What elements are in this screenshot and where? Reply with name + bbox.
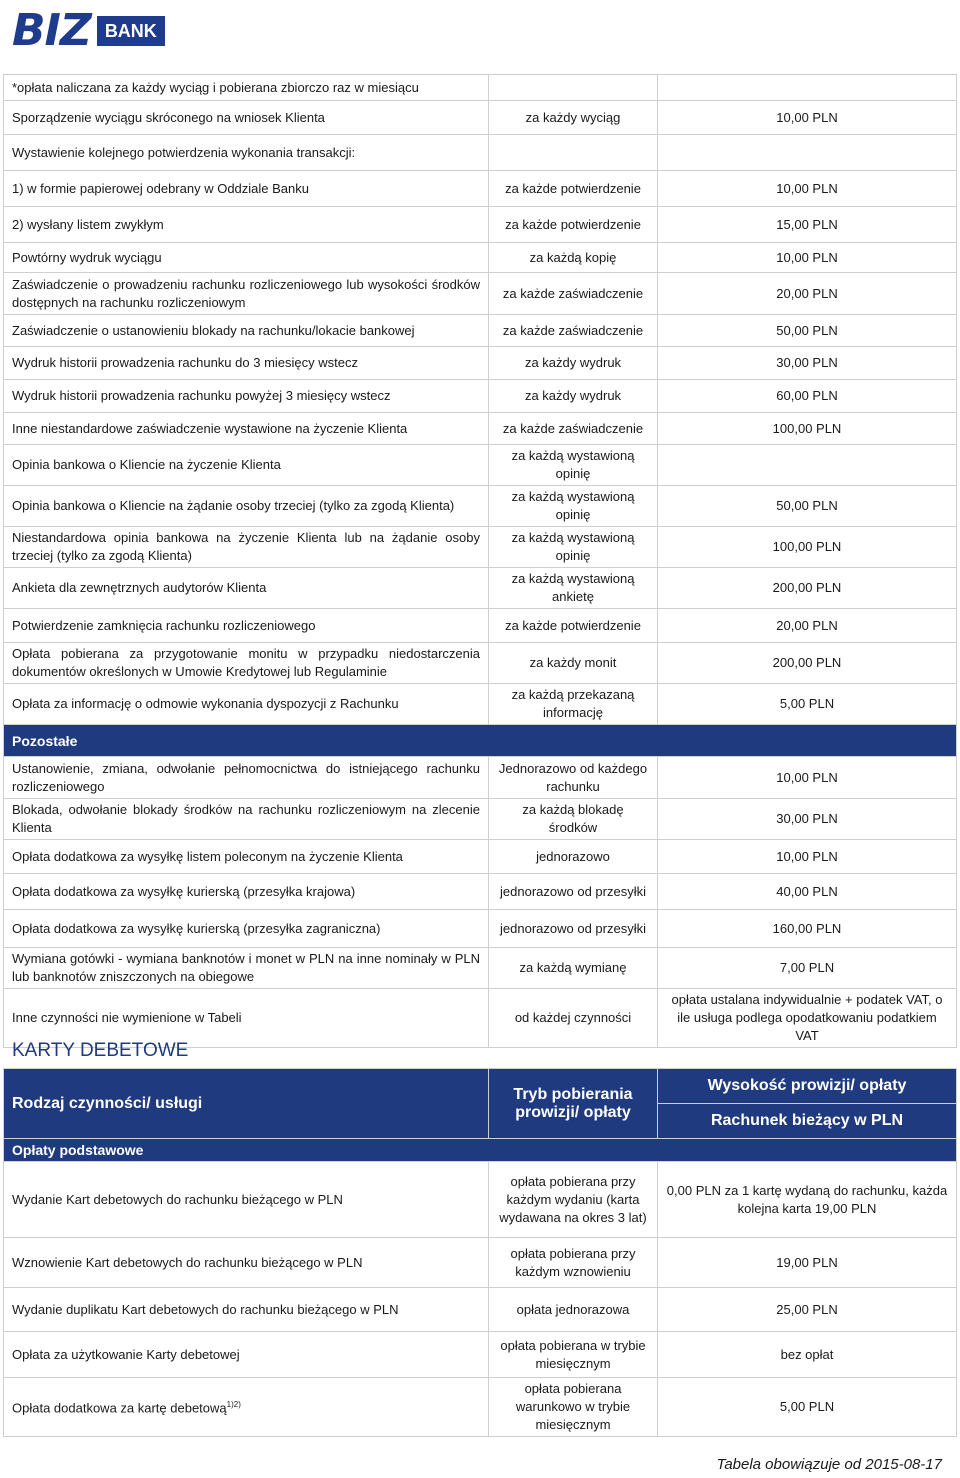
fee-amount: 7,00 PLN: [658, 948, 957, 989]
service-name: Wystawienie kolejnego potwierdzenia wykonania transakcji:: [4, 135, 489, 171]
charge-mode: opłata pobierana warunkowo w trybie miesięcznym: [489, 1378, 658, 1437]
service-name: Sporządzenie wyciągu skróconego na wniosek Klienta: [4, 101, 489, 135]
fee-amount: 0,00 PLN za 1 kartę wydaną do rachunku, każda kolejna karta 19,00 PLN: [658, 1162, 957, 1238]
fee-amount: 100,00 PLN: [658, 413, 957, 445]
charge-mode: za każdą przekazaną informację: [489, 684, 658, 725]
group-label: Opłaty podstawowe: [4, 1139, 957, 1162]
service-name: [4, 1332, 489, 1378]
service-name: Ustanowienie, zmiana, odwołanie pełnomocnictwa do istniejącego rachunku rozliczeniowego: [4, 757, 489, 799]
cards-group-row: [4, 1139, 957, 1162]
fee-amount: 30,00 PLN: [658, 799, 957, 840]
charge-mode: za każdą wystawioną opinię: [489, 486, 658, 527]
service-name: Opłata za informację o odmowie wykonania dyspozycji z Rachunku: [4, 684, 489, 725]
section-title-cards: KARTY DEBETOWE: [12, 1040, 189, 1061]
table-row: [4, 684, 957, 725]
service-name-text: Opłata dodatkowa za kartę debetową: [12, 1400, 227, 1416]
table-row: [4, 840, 957, 874]
charge-mode: opłata jednorazowa: [489, 1288, 658, 1332]
table-row: [4, 989, 957, 1048]
fee-amount: 200,00 PLN: [658, 643, 957, 684]
service-name: [4, 1238, 489, 1288]
table-row: [4, 445, 957, 486]
fee-amount: 60,00 PLN: [658, 380, 957, 413]
service-name: Blokada, odwołanie blokady środków na rachunku rozliczeniowym na zlecenie Klienta: [4, 799, 489, 840]
service-name: Opłata dodatkowa za wysyłkę kurierską (przesyłka zagraniczna): [4, 910, 489, 948]
service-name: Wydruk historii prowadzenia rachunku powyżej 3 miesięcy wstecz: [4, 380, 489, 413]
fee-amount: [658, 445, 957, 486]
service-name: [4, 1288, 489, 1332]
cards-table: [3, 1068, 957, 1437]
logo-wordmark: BIZ: [12, 5, 91, 56]
footnote-ref: 1)2): [226, 1400, 241, 1410]
fee-amount: 10,00 PLN: [658, 101, 957, 135]
table-row: [4, 643, 957, 684]
table-row: [4, 273, 957, 315]
fee-amount: 5,00 PLN: [658, 684, 957, 725]
service-name: Inne czynności nie wymienione w Tabeli: [4, 989, 489, 1048]
service-name: [4, 1378, 489, 1437]
charge-mode: jednorazowo od przesyłki: [489, 910, 658, 948]
service-name: Niestandardowa opinia bankowa na życzenie Klienta lub na żądanie osoby trzeciej (tylko za zgodą Klienta): [4, 527, 489, 568]
fee-amount: opłata ustalana indywidualnie + podatek VAT, o ile usługa podlega opodatkowaniu podatkiem VAT: [658, 989, 957, 1048]
section-header-label: Pozostałe: [4, 725, 957, 757]
service-name-text: Opłata za użytkowanie Karty debetowej: [12, 1346, 240, 1362]
fee-amount: 10,00 PLN: [658, 840, 957, 874]
table-row: [4, 243, 957, 273]
charge-mode: od każdej czynności: [489, 989, 658, 1048]
charge-mode: za każdą kopię: [489, 243, 658, 273]
charge-mode: za każde zaświadczenie: [489, 273, 658, 315]
table-row: [4, 1238, 957, 1288]
charge-mode: za każde potwierdzenie: [489, 171, 658, 207]
charge-mode: za każdą blokadę środków: [489, 799, 658, 840]
table-row: [4, 1378, 957, 1437]
service-name: 2) wysłany listem zwykłym: [4, 207, 489, 243]
charge-mode: za każdy wydruk: [489, 380, 658, 413]
service-name: Zaświadczenie o ustanowieniu blokady na rachunku/lokacie bankowej: [4, 315, 489, 347]
charge-mode: za każdy wyciąg: [489, 101, 658, 135]
charge-mode: za każde potwierdzenie: [489, 207, 658, 243]
fee-amount: 20,00 PLN: [658, 273, 957, 315]
fee-amount: 30,00 PLN: [658, 347, 957, 380]
table-row: [4, 948, 957, 989]
table-row: [4, 413, 957, 445]
table-row: [4, 568, 957, 609]
charge-mode: [489, 135, 658, 171]
charge-mode: za każde zaświadczenie: [489, 315, 658, 347]
fee-amount: 10,00 PLN: [658, 243, 957, 273]
col-header-service: Rodzaj czynności/ usługi: [4, 1069, 489, 1139]
service-name: Opłata dodatkowa za wysyłkę listem poleconym na życzenie Klienta: [4, 840, 489, 874]
charge-mode: za każde zaświadczenie: [489, 413, 658, 445]
cards-header-row: [4, 1069, 957, 1104]
table-row: [4, 380, 957, 413]
service-name: Wymiana gotówki - wymiana banknotów i monet w PLN na inne nominały w PLN lub banknotów zniszczonych na obiegowe: [4, 948, 489, 989]
fee-amount: 19,00 PLN: [658, 1238, 957, 1288]
fee-amount: 40,00 PLN: [658, 874, 957, 910]
logo-badge: BANK: [97, 16, 165, 46]
col-header-amount: Wysokość prowizji/ opłaty: [658, 1069, 957, 1104]
table-row: [4, 171, 957, 207]
charge-mode: opłata pobierana przy każdym wydaniu (karta wydawana na okres 3 lat): [489, 1162, 658, 1238]
fee-amount: 160,00 PLN: [658, 910, 957, 948]
table-row: [4, 101, 957, 135]
bank-logo: [12, 6, 165, 56]
service-name: Zaświadczenie o prowadzeniu rachunku rozliczeniowego lub wysokości środków dostępnych na rachunku rozliczeniowym: [4, 273, 489, 315]
service-name: Ankieta dla zewnętrznych audytorów Klienta: [4, 568, 489, 609]
fee-amount: 20,00 PLN: [658, 609, 957, 643]
charge-mode: za każdą wystawioną opinię: [489, 445, 658, 486]
table-row: [4, 725, 957, 757]
charge-mode: za każdy monit: [489, 643, 658, 684]
service-name-text: Wydanie Kart debetowych do rachunku bieżącego w PLN: [12, 1191, 343, 1207]
table-row: [4, 527, 957, 568]
charge-mode: za każdą wystawioną opinię: [489, 527, 658, 568]
charge-mode: [489, 75, 658, 101]
service-name: Potwierdzenie zamknięcia rachunku rozliczeniowego: [4, 609, 489, 643]
service-name: [4, 1162, 489, 1238]
table-row: [4, 1162, 957, 1238]
charge-mode: za każdą wystawioną ankietę: [489, 568, 658, 609]
fee-amount: [658, 135, 957, 171]
charge-mode: za każde potwierdzenie: [489, 609, 658, 643]
charge-mode: jednorazowo: [489, 840, 658, 874]
service-name-text: Wydanie duplikatu Kart debetowych do rachunku bieżącego w PLN: [12, 1301, 399, 1317]
service-name: Opinia bankowa o Kliencie na życzenie Klienta: [4, 445, 489, 486]
charge-mode: Jednorazowo od każdego rachunku: [489, 757, 658, 799]
service-name: 1) w formie papierowej odebrany w Oddziale Banku: [4, 171, 489, 207]
table-row: [4, 1332, 957, 1378]
charge-mode: opłata pobierana w trybie miesięcznym: [489, 1332, 658, 1378]
table-row: [4, 315, 957, 347]
service-name: Wydruk historii prowadzenia rachunku do 3 miesięcy wstecz: [4, 347, 489, 380]
fee-amount: 100,00 PLN: [658, 527, 957, 568]
service-name: Inne niestandardowe zaświadczenie wystawione na życzenie Klienta: [4, 413, 489, 445]
charge-mode: za każdą wymianę: [489, 948, 658, 989]
charge-mode: opłata pobierana przy każdym wznowieniu: [489, 1238, 658, 1288]
service-name-text: Wznowienie Kart debetowych do rachunku bieżącego w PLN: [12, 1254, 363, 1270]
service-name: *opłata naliczana za każdy wyciąg i pobierana zbiorczo raz w miesiącu: [4, 75, 489, 101]
fees-table: [3, 74, 957, 1048]
service-name: Opłata pobierana za przygotowanie monitu w przypadku niedostarczenia dokumentów określonych w Umowie Kredytowej lub Regulaminie: [4, 643, 489, 684]
fee-amount: 5,00 PLN: [658, 1378, 957, 1437]
fee-amount: 10,00 PLN: [658, 171, 957, 207]
service-name: Opinia bankowa o Kliencie na żądanie osoby trzeciej (tylko za zgodą Klienta): [4, 486, 489, 527]
fee-amount: 15,00 PLN: [658, 207, 957, 243]
charge-mode: jednorazowo od przesyłki: [489, 874, 658, 910]
table-row: [4, 347, 957, 380]
table-row: [4, 486, 957, 527]
fee-amount: 10,00 PLN: [658, 757, 957, 799]
charge-mode: za każdy wydruk: [489, 347, 658, 380]
fee-amount: 200,00 PLN: [658, 568, 957, 609]
col-header-mode: Tryb pobierania prowizji/ opłaty: [489, 1069, 658, 1139]
table-row: [4, 609, 957, 643]
fee-amount: 25,00 PLN: [658, 1288, 957, 1332]
table-row: [4, 910, 957, 948]
fee-amount: bez opłat: [658, 1332, 957, 1378]
table-row: [4, 1288, 957, 1332]
col-header-account: Rachunek bieżący w PLN: [658, 1104, 957, 1139]
table-row: [4, 799, 957, 840]
fee-amount: 50,00 PLN: [658, 315, 957, 347]
fee-amount: [658, 75, 957, 101]
table-row: [4, 207, 957, 243]
fee-amount: 50,00 PLN: [658, 486, 957, 527]
service-name: Powtórny wydruk wyciągu: [4, 243, 489, 273]
table-row: [4, 874, 957, 910]
validity-footer: Tabela obowiązuje od 2015-08-17: [716, 1456, 942, 1473]
table-row: [4, 135, 957, 171]
table-row: [4, 757, 957, 799]
service-name: Opłata dodatkowa za wysyłkę kurierską (przesyłka krajowa): [4, 874, 489, 910]
table-row: [4, 75, 957, 101]
